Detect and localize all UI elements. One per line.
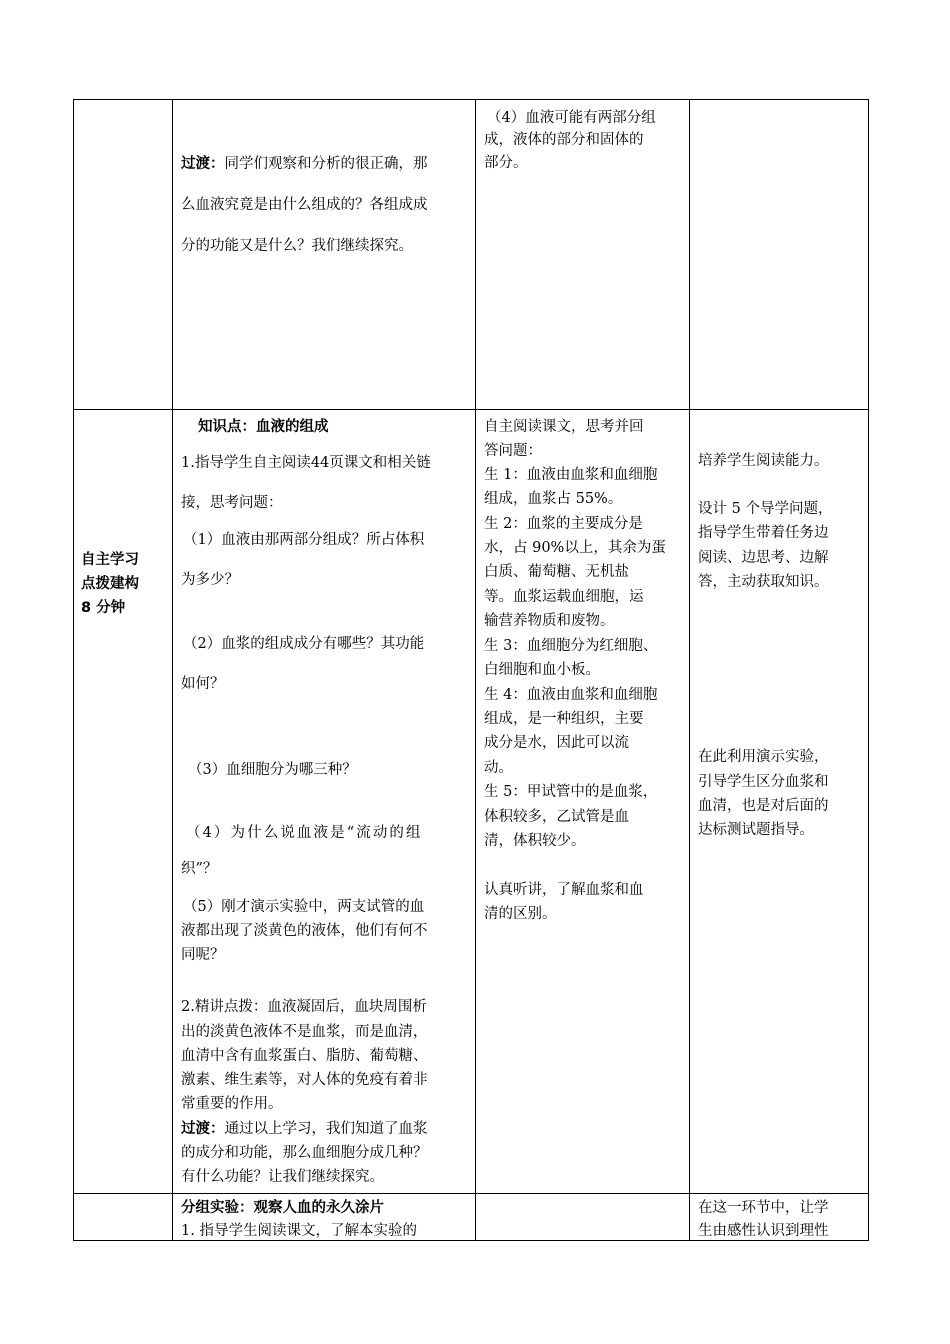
intent-p1: 培养学生阅读能力。 <box>698 453 829 469</box>
col-divider-3 <box>689 99 690 1241</box>
stage-line-1: 自主学习 <box>81 552 139 568</box>
row1-transition-line-1: 过渡：同学们观察和分析的很正确，那 <box>181 155 428 172</box>
student-line: 生 1：血液由血浆和血细胞 <box>484 467 658 483</box>
stage-line-2: 点拨建构 <box>81 576 139 592</box>
intent-p2-line-2: 指导学生带着任务边 <box>698 525 829 541</box>
transition-line-3: 有什么功能？让我们继续探究。 <box>181 1169 384 1185</box>
explain-line-4: 激素、维生素等，对人体的免疫有着非 <box>181 1072 428 1088</box>
student-line: 水，占 90%以上，其余为蛋 <box>484 540 666 556</box>
q2-line-1: （2）血浆的组成成分有哪些？其功能 <box>183 636 425 652</box>
transition-line-1: 过渡：通过以上学习，我们知道了血浆 <box>181 1120 428 1137</box>
intent-p3-line-1: 在此利用演示实验， <box>698 749 829 765</box>
intent-p2-line-3: 阅读、边思考、边解 <box>698 550 829 566</box>
student-line: 体积较多，乙试管是血 <box>484 809 629 825</box>
intent-p3-line-4: 达标测试题指导。 <box>698 822 814 838</box>
explain-line-3: 血清中含有血浆蛋白、脂肪、葡萄糖、 <box>181 1048 428 1064</box>
col-border-left <box>73 99 74 1241</box>
student-line: 清，体积较少。 <box>484 833 586 849</box>
student-line: 输营养物质和废物。 <box>484 613 615 629</box>
table-top-border <box>73 99 869 100</box>
q1-line-1: 1.指导学生自主阅读44页课文和相关链 <box>181 455 431 471</box>
explain-line-5: 常重要的作用。 <box>181 1096 283 1112</box>
row3-intent-line-2: 生由感性认识到理性 <box>698 1223 829 1239</box>
intent-p3-line-3: 血清，也是对后面的 <box>698 798 829 814</box>
group-experiment-line-1: 1. 指导学生阅读课文，了解本实验的 <box>181 1223 417 1239</box>
transition-label: 过渡： <box>181 155 225 172</box>
q1a-line-1: （1）血液由那两部分组成？所占体积 <box>183 532 425 548</box>
student-line: 白质、葡萄糖、无机盐 <box>484 564 629 580</box>
row1-student-line-2: 成，液体的部分和固体的 <box>484 132 644 148</box>
intent-p2-line-4: 答，主动获取知识。 <box>698 574 829 590</box>
q5-line-1: （5）刚才演示实验中，两支试管的血 <box>183 899 425 915</box>
student-line: 成分是水，因此可以流 <box>484 735 629 751</box>
student-line: 生 5：甲试管中的是血浆， <box>484 784 658 800</box>
row-divider-1 <box>73 409 869 410</box>
transition-label: 过渡： <box>181 1120 225 1137</box>
col-divider-2 <box>475 99 476 1241</box>
intent-p2-line-1: 设计 5 个导学问题， <box>698 501 833 517</box>
student-line: 等。血浆运载血细胞，运 <box>484 589 644 605</box>
student-line: 自主阅读课文，思考并回 <box>484 419 644 435</box>
student-line: 白细胞和血小板。 <box>484 662 600 678</box>
row1-student-line-3: 部分。 <box>484 155 528 171</box>
row1-transition-line-3: 分的功能又是什么？我们继续探究。 <box>181 238 413 254</box>
row1-student-line-1: （4）血液可能有两部分组 <box>487 110 656 126</box>
explain-line-2: 出的淡黄色液体不是血浆，而是血清， <box>181 1024 428 1040</box>
q1-line-2: 接，思考问题： <box>181 495 283 511</box>
col-border-right <box>868 99 869 1241</box>
student-line: 动。 <box>484 760 513 776</box>
knowledge-point-heading: 知识点：血液的组成 <box>198 418 329 435</box>
q5-line-2: 液都出现了淡黄色的液体，他们有何不 <box>181 923 428 939</box>
col-divider-1 <box>172 99 173 1241</box>
student-line: 认真听讲，了解血浆和血 <box>484 882 644 898</box>
transition-line-2: 的成分和功能，那么血细胞分成几种？ <box>181 1145 428 1161</box>
group-experiment-heading: 分组实验：观察人血的永久涂片 <box>181 1199 384 1216</box>
row3-intent-line-1: 在这一环节中，让学 <box>698 1200 829 1216</box>
student-line: 答问题： <box>484 443 542 459</box>
intent-p3-line-2: 引导学生区分血浆和 <box>698 774 829 790</box>
student-line: 组成，是一种组织，主要 <box>484 711 644 727</box>
q5-line-3: 同呢？ <box>181 947 225 963</box>
student-line: 生 3：血细胞分为红细胞、 <box>484 638 658 654</box>
student-line: 组成，血浆占 55%。 <box>484 491 623 507</box>
q4-line-2: 织”？ <box>181 861 218 877</box>
q2-line-2: 如何？ <box>181 676 225 692</box>
student-line: 生 2：血浆的主要成分是 <box>484 516 643 532</box>
q4-line-1: （4）为什么说血液是“流动的组 <box>186 825 423 841</box>
table-bottom-border <box>73 1240 869 1241</box>
q3-line: （3）血细胞分为哪三种？ <box>188 762 357 778</box>
row1-transition-line-2: 么血液究竟是由什么组成的？各组成成 <box>181 197 428 213</box>
explain-line-1: 2.精讲点拨：血液凝固后，血块周围析 <box>181 999 427 1015</box>
student-line: 清的区别。 <box>484 906 557 922</box>
student-line: 生 4：血液由血浆和血细胞 <box>484 687 658 703</box>
row-divider-2 <box>73 1193 869 1194</box>
q1a-line-2: 为多少？ <box>181 572 239 588</box>
stage-line-3: 8 分钟 <box>81 600 126 616</box>
